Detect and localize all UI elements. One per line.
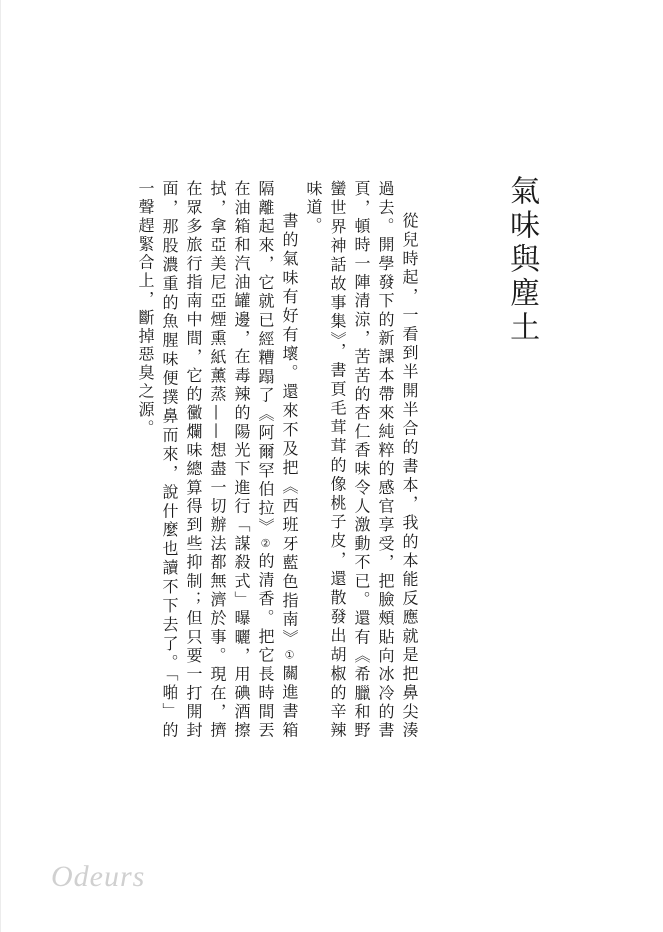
- book-title-greek-myths: 《希臘和野蠻世界神話故事集》: [328, 180, 371, 741]
- chapter-title: 氣味與塵土: [504, 175, 540, 345]
- body-text: [81, 180, 421, 740]
- book-title-blue-guide-spain: 《西班牙藍色指南》: [280, 477, 299, 649]
- book-title-alhambra: 《阿爾罕伯拉》: [256, 405, 275, 537]
- paragraph-2: [133, 180, 301, 740]
- paragraph-2-text-b: 關進書箱隔離起來，它就已經糟蹋了: [256, 180, 299, 740]
- footnote-marker-1: ①: [283, 648, 296, 665]
- paragraph-1-text-b: ，書頁毛茸茸的像桃子皮，還散發出胡椒的辛辣味道。: [304, 180, 347, 740]
- footnote-marker-2: ②: [259, 536, 272, 553]
- paragraph-2-text-a: 書的氣味有好有壞。還來不及把: [280, 212, 299, 478]
- paragraph-2-text-c: 的清香。把它長時間丟在油箱和汽油罐邊，在毒辣的陽光下進行「謀殺式」曝曬，用碘酒擦拭，拿亞美尼亞煙熏紙薰蒸——想盡一切辦法都無濟於事。現在，擠在眾多旅行指南中間，它的黴爛味總算得到些抑制；但只要一打開封面，那股濃重的魚腥味便撲鼻而來，說什麼也讀不下去了。「啪」的一聲趕緊合上，斷掉惡臭之源。: [136, 180, 275, 740]
- watermark-word: Odeurs: [51, 860, 146, 893]
- paragraph-1: [301, 180, 421, 740]
- paragraph-1-text-a: 從兒時起，一看到半開半合的書本，我的本能反應就是把鼻尖湊過去。開學發下的新課本帶來純粹的感官享受，把臉頰貼向冰冷的書頁，頓時一陣清涼，苦苦的杏仁香味令人激動不已。還有: [352, 180, 419, 740]
